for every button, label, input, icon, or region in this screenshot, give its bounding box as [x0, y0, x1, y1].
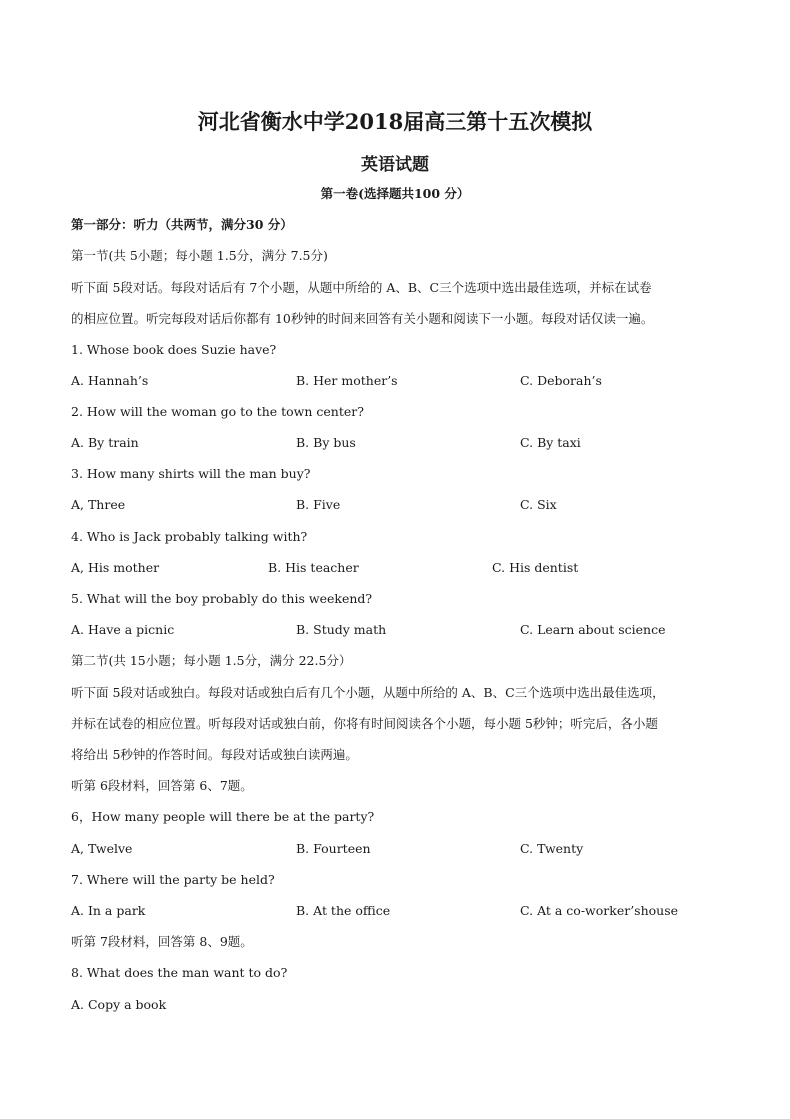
section2-instruction-line: 将给出 5秒钟的作答时间。每段对话或独白读两遍。	[71, 747, 358, 762]
option-a: A. Hannah’s	[71, 373, 149, 388]
question-text: 1. Whose book does Suzie have?	[71, 342, 277, 357]
option-c: C. Learn about science	[520, 622, 666, 637]
part1-heading: 第一部分：听力（共两节，满分30 分）	[71, 217, 293, 232]
option-b: B. Five	[296, 497, 341, 512]
section1-instruction-line: 的相应位置。听完每段对话后你都有 10秒钟的时间来回答有关小题和阅读下一小题。每段对话仅读一遍。	[71, 311, 654, 326]
option-c: C. Six	[520, 497, 557, 512]
option-c: C. Deborah’s	[520, 373, 602, 388]
volume-heading: 第一卷(选择题共100 分）	[320, 186, 470, 201]
option-a: A. Have a picnic	[71, 622, 175, 637]
option-b: B. By bus	[296, 435, 356, 450]
option-a: A, Twelve	[71, 841, 133, 856]
section2-heading: 第二节(共 15小题；每小题 1.5分，满分 22.5分）	[71, 653, 352, 668]
section2-instruction-line: 并标在试卷的相应位置。听每段对话或独白前，你将有时间阅读各个小题，每小题 5秒钟；听完后，各小题	[71, 716, 658, 731]
exam-title: 河北省衡水中学2018届高三第十五次模拟	[197, 109, 593, 134]
option-c: C. His dentist	[492, 560, 579, 575]
question-text: 5. What will the boy probably do this weekend?	[71, 591, 373, 606]
question-text: 3. How many shirts will the man buy?	[71, 466, 311, 481]
material-instruction: 听第 7段材料，回答第 8、9题。	[71, 934, 253, 949]
section1-instruction-line: 听下面 5段对话。每段对话后有 7个小题，从题中所给的 A、B、C三个选项中选出最佳选项，并标在试卷	[71, 280, 652, 295]
option-b: B. At the office	[296, 903, 391, 918]
option-b: B. Study math	[296, 622, 387, 637]
option-a: A, Three	[71, 497, 126, 512]
question-text: 7. Where will the party be held?	[71, 872, 275, 887]
question-text: 2. How will the woman go to the town center?	[71, 404, 364, 419]
question-text: 8. What does the man want to do?	[71, 965, 288, 980]
option-b: B. Her mother’s	[296, 373, 398, 388]
option-a: A, His mother	[71, 560, 160, 575]
section2-instruction-line: 听下面 5段对话或独白。每段对话或独白后有几个小题，从题中所给的 A、B、C三个选项中选出最佳选项，	[71, 685, 665, 700]
option-b: B. His teacher	[268, 560, 359, 575]
question-text: 6，How many people will there be at the party?	[71, 809, 375, 824]
option-a: A. Copy a book	[71, 997, 167, 1012]
option-c: C. By taxi	[520, 435, 581, 450]
option-c: C. At a co-worker’shouse	[520, 903, 679, 918]
question-text: 4. Who is Jack probably talking with?	[71, 529, 308, 544]
section1-heading: 第一节(共 5小题；每小题 1.5分，满分 7.5分)	[71, 248, 328, 263]
option-a: A. In a park	[71, 903, 146, 918]
material-instruction: 听第 6段材料，回答第 6、7题。	[71, 778, 253, 793]
exam-subject: 英语试题	[361, 155, 429, 175]
option-b: B. Fourteen	[296, 841, 371, 856]
option-a: A. By train	[71, 435, 139, 450]
option-c: C. Twenty	[520, 841, 584, 856]
